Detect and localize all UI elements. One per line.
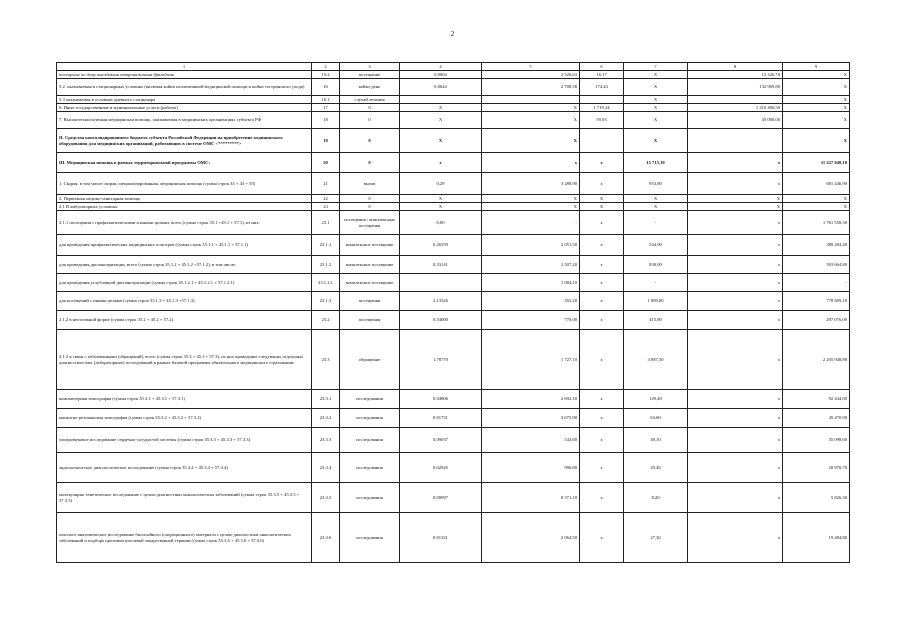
norm-volume-cell: X <box>400 195 482 203</box>
table-row <box>57 71 850 79</box>
budget-per-capita-cell <box>580 129 624 153</box>
table-row <box>57 203 850 211</box>
table-body <box>57 71 850 563</box>
budget-sum-cell: x <box>688 311 783 330</box>
norm-volume-cell: 0,00 <box>400 211 482 235</box>
row-name-cell: 2.1 В амбулаторных условиях: <box>57 203 312 211</box>
oms-per-capita-cell: X <box>624 203 688 211</box>
column-number-cell: 5 <box>482 63 580 71</box>
norm-cost-cell: 2 692,10 <box>482 390 580 409</box>
table-row <box>57 112 850 129</box>
row-name-cell: 2.1.1 посещения с профилактическими и иными целями, всего (сумма строк 35.1 +45.1 + 57.1), из них: <box>57 211 312 235</box>
unit-cell: исследования <box>340 453 400 483</box>
oms-per-capita-cell: 49,10 <box>624 428 688 453</box>
row-number-cell: 23.1 <box>312 211 340 235</box>
budget-sum-cell: x <box>688 173 783 195</box>
norm-cost-cell: 8 371,10 <box>482 483 580 513</box>
row-number-cell: 23.3.6 <box>312 513 340 563</box>
budget-sum-cell: x <box>688 483 783 513</box>
row-number-cell: 19 <box>312 129 340 153</box>
oms-per-capita-cell: 27,30 <box>624 513 688 563</box>
row-name-cell: магнитно-резонансная томография (сумма строк 35.3.2 + 45.3.2 + 57.3.2) <box>57 409 312 428</box>
table-row <box>57 428 850 453</box>
row-number-cell: 18 <box>312 112 340 129</box>
norm-volume-cell <box>400 274 482 292</box>
column-number-cell: 6 <box>580 63 624 71</box>
row-name-cell: III. Медицинская помощь в рамках территориальной программы ОМС: <box>57 153 312 173</box>
unit-cell: исследования <box>340 428 400 453</box>
oms-per-capita-cell: 129,40 <box>624 390 688 409</box>
norm-volume-cell: 0,26559 <box>400 235 482 256</box>
row-name-cell: II. Средства консолидированного бюджета субъекта Российской Федерации на приобретение медицинского оборудования для медицинских организаций, работающих в системе ОМС <*********> <box>57 129 312 153</box>
unit-cell: посещения <box>340 311 400 330</box>
column-number-row <box>57 63 850 71</box>
budget-per-capita-cell: x <box>580 483 624 513</box>
row-number-cell: 23.2 <box>312 311 340 330</box>
table-row <box>57 390 850 409</box>
budget-sum-cell: x <box>688 428 783 453</box>
page-number: 2 <box>450 30 455 38</box>
row-number-cell: 15.2 <box>312 71 340 79</box>
budget-sum-cell: x <box>688 330 783 390</box>
budget-sum-cell: x <box>688 292 783 311</box>
oms-sum-cell: 681 446,90 <box>783 173 850 195</box>
oms-per-capita-cell: 3 087,50 <box>624 330 688 390</box>
oms-sum-cell: X <box>783 71 850 79</box>
oms-sum-cell: 593 664,80 <box>783 256 850 274</box>
column-number-cell: 2 <box>312 63 340 71</box>
budget-per-capita-cell: x <box>580 409 624 428</box>
row-name-cell: молекулярно-генетическое исследование с целью диагностики онкологических заболеваний (сумма строк 35.3.5 + 45.3.5 + 57.3.5) <box>57 483 312 513</box>
budget-sum-cell <box>688 129 783 153</box>
oms-per-capita-cell: X <box>624 195 688 203</box>
row-number-cell: 22 <box>312 195 340 203</box>
oms-per-capita-cell: X <box>624 96 688 104</box>
table-row <box>57 330 850 390</box>
row-name-cell: 7. Высокотехнологичная медицинская помощь, оказываемая в медицинских организациях субъекта РФ <box>57 112 312 129</box>
row-number-cell: 16 <box>312 79 340 96</box>
oms-sum-cell: 35 098,60 <box>783 428 850 453</box>
oms-sum-cell: 92 444,00 <box>783 390 850 409</box>
column-number-cell: 3 <box>340 63 400 71</box>
budget-sum-cell: x <box>688 453 783 483</box>
unit-cell: вызов <box>340 173 400 195</box>
table-row <box>57 292 850 311</box>
budget-per-capita-cell: X <box>580 203 624 211</box>
row-name-cell: 5.3 оказываемая в условиях дневного стационара <box>57 96 312 104</box>
oms-sum-cell: 20 970,70 <box>783 453 850 483</box>
unit-cell: 0 <box>340 129 400 153</box>
oms-per-capita-cell: - <box>624 274 688 292</box>
column-number-cell: 1 <box>57 63 312 71</box>
budget-per-capita-cell: X <box>580 195 624 203</box>
row-name-cell: для проведения профилактических медицинских осмотров (сумма строк 35.1.1 + 45.1.1 + 57.1.1) <box>57 235 312 256</box>
norm-cost-cell: 1 727,10 <box>482 330 580 390</box>
norm-volume-cell <box>400 96 482 104</box>
norm-volume-cell: 0,04806 <box>400 390 482 409</box>
row-name-cell: посещение по дому выездными патронажными бригадами <box>57 71 312 79</box>
unit-cell: комплексное посещение <box>340 256 400 274</box>
row-number-cell: 23.3.2 <box>312 409 340 428</box>
unit-cell: 0 <box>340 203 400 211</box>
row-number-cell: 23.3.1 <box>312 390 340 409</box>
row-name-cell: для проведения углубленной диспансеризации (сумма строк 35.1.2.1 + 45.1.2.1 + 57.1.2.1) <box>57 274 312 292</box>
oms-per-capita-cell: 1 089,80 <box>624 292 688 311</box>
oms-per-capita-cell: 63,60 <box>624 409 688 428</box>
budget-sum-cell: 12 326,70 <box>688 71 783 79</box>
oms-per-capita-cell: X <box>624 129 688 153</box>
financing-table <box>56 62 850 563</box>
unit-cell: 0 <box>340 153 400 173</box>
budget-per-capita-cell <box>580 96 624 104</box>
table-row <box>57 483 850 513</box>
norm-volume-cell: 2,13326 <box>400 292 482 311</box>
row-name-cell: ультразвуковое исследование сердечно-сосудистой системы (сумма строк 35.3.3 + 45.3.3 + 57.3.3) <box>57 428 312 453</box>
table-row <box>57 211 850 235</box>
oms-per-capita-cell: 830,90 <box>624 256 688 274</box>
unit-cell: исследования <box>340 390 400 409</box>
budget-per-capita-cell: x <box>580 311 624 330</box>
norm-cost-cell <box>482 96 580 104</box>
oms-sum-cell: X <box>783 195 850 203</box>
norm-volume-cell: 0,01731 <box>400 409 482 428</box>
budget-sum-cell: x <box>688 153 783 173</box>
budget-sum-cell: X <box>688 203 783 211</box>
budget-sum-cell: 1 310 496,50 <box>688 104 783 112</box>
table-row <box>57 311 850 330</box>
oms-sum-cell: 778 609,10 <box>783 292 850 311</box>
norm-cost-cell: X <box>482 203 580 211</box>
table-row <box>57 195 850 203</box>
budget-sum-cell: x <box>688 274 783 292</box>
row-name-cell: для проведения диспансеризации, всего (сумма строк 35.1.2 + 45.1.2 +57.1.2), в том числе: <box>57 256 312 274</box>
norm-cost-cell: 2 064,50 <box>482 513 580 563</box>
norm-cost-cell: 770,00 <box>482 311 580 330</box>
table-row <box>57 453 850 483</box>
norm-volume-cell: X <box>400 203 482 211</box>
oms-sum-cell: 2 205 948,80 <box>783 330 850 390</box>
oms-sum-cell: X <box>783 104 850 112</box>
norm-cost-cell: 2 507,20 <box>482 256 580 274</box>
oms-per-capita-cell: X <box>624 104 688 112</box>
budget-per-capita-cell: x <box>580 428 624 453</box>
budget-sum-cell: x <box>688 513 783 563</box>
norm-cost-cell: 2 526,63 <box>482 71 580 79</box>
oms-sum-cell: 45 470,90 <box>783 409 850 428</box>
table-row <box>57 104 850 112</box>
row-number-cell: 23.3 <box>312 330 340 390</box>
row-name-cell: компьютерная томография (сумма строк 35.3.1 + 45.3.1 + 57.3.1) <box>57 390 312 409</box>
budget-sum-cell: x <box>688 390 783 409</box>
row-name-cell: 2.1.2 в неотложной форме (сумма строк 35.2 + 45.2 + 57.2) <box>57 311 312 330</box>
oms-sum-cell: X <box>783 79 850 96</box>
row-name-cell: патолого-анатомическое исследование биопсийного (операционного) материала с целью диагностики онкологических заболеваний и подбора противоопухолевой лекарственной терапии (сумма строк 35.3.6 + 45.3.6 + 57.3.6) <box>57 513 312 563</box>
row-name-cell: 2. Первичная медико-санитарная помощь <box>57 195 312 203</box>
oms-per-capita-cell: 415,80 <box>624 311 688 330</box>
oms-per-capita-cell: X <box>624 112 688 129</box>
norm-volume-cell: 0,09037 <box>400 428 482 453</box>
row-name-cell: 2.1.3 в связи с заболеваниями (обращений), всего (сумма строк 35.3 + 45.3 + 57.3), из них проведение следующих отдельных диагностических (лабораторных) исследований в рамках базовой программы обязательного медицинского страхования: <box>57 330 312 390</box>
budget-per-capita-cell: x <box>580 453 624 483</box>
budget-sum-cell: x <box>688 235 783 256</box>
row-number-cell: 23.3.5 <box>312 483 340 513</box>
norm-cost-cell: X <box>482 129 580 153</box>
norm-cost-cell: X <box>482 112 580 129</box>
unit-cell: посещение <box>340 71 400 79</box>
unit-cell: обращение <box>340 330 400 390</box>
budget-sum-cell <box>688 96 783 104</box>
norm-volume-cell: 0,29 <box>400 173 482 195</box>
row-name-cell: 1. Скорая, в том числе скорая специализированная, медицинская помощь (сумма строк 33 + 43 + 55) <box>57 173 312 195</box>
table-row <box>57 256 850 274</box>
norm-volume-cell: 0,02945 <box>400 453 482 483</box>
norm-volume-cell: 0,01321 <box>400 513 482 563</box>
table-row <box>57 153 850 173</box>
oms-sum-cell: - <box>783 274 850 292</box>
norm-cost-cell: X <box>482 104 580 112</box>
budget-per-capita-cell: x <box>580 330 624 390</box>
oms-per-capita-cell: - <box>624 211 688 235</box>
row-number-cell: 20 <box>312 153 340 173</box>
oms-sum-cell: X <box>783 203 850 211</box>
oms-per-capita-cell: 953,80 <box>624 173 688 195</box>
unit-cell: посещения <box>340 292 400 311</box>
table-row <box>57 96 850 104</box>
norm-volume-cell: X <box>400 129 482 153</box>
norm-volume-cell: 0,54000 <box>400 311 482 330</box>
oms-per-capita-cell: 8,20 <box>624 483 688 513</box>
unit-cell: комплексное посещение <box>340 235 400 256</box>
budget-per-capita-cell: x <box>580 235 624 256</box>
budget-per-capita-cell: x <box>580 173 624 195</box>
table-row <box>57 235 850 256</box>
norm-volume-cell: 0,0064 <box>400 71 482 79</box>
oms-sum-cell: X <box>783 96 850 104</box>
norm-cost-cell: 1 084,10 <box>482 274 580 292</box>
row-name-cell: для посещений с иными целями (сумма строк 35.1.3 + 45.1.3 +57.1.3) <box>57 292 312 311</box>
row-number-cell: 21 <box>312 173 340 195</box>
oms-sum-cell: X <box>783 129 850 153</box>
budget-per-capita-cell: x <box>580 292 624 311</box>
norm-volume-cell: 1,78770 <box>400 330 482 390</box>
table-row <box>57 173 850 195</box>
budget-sum-cell: x <box>688 409 783 428</box>
budget-per-capita-cell: 1 719,14 <box>580 104 624 112</box>
budget-per-capita-cell: x <box>580 211 624 235</box>
unit-cell: койко-день <box>340 79 400 96</box>
norm-volume-cell: X <box>400 112 482 129</box>
column-number-cell: 8 <box>688 63 783 71</box>
table-row <box>57 274 850 292</box>
budget-sum-cell: X <box>688 195 783 203</box>
budget-per-capita-cell: x <box>580 256 624 274</box>
oms-sum-cell: 389 284,40 <box>783 235 850 256</box>
oms-sum-cell: 19 484,80 <box>783 513 850 563</box>
oms-sum-cell: X <box>783 112 850 129</box>
oms-per-capita-cell: X <box>624 79 688 96</box>
budget-per-capita-cell: 59,03 <box>580 112 624 129</box>
budget-per-capita-cell: 174,43 <box>580 79 624 96</box>
norm-cost-cell: 355,20 <box>482 292 580 311</box>
oms-sum-cell: 5 826,30 <box>783 483 850 513</box>
table-row <box>57 513 850 563</box>
oms-per-capita-cell: 29,40 <box>624 453 688 483</box>
oms-sum-cell: 11 227 948,10 <box>783 153 850 173</box>
oms-per-capita-cell: 15 715,10 <box>624 153 688 173</box>
budget-per-capita-cell: x <box>580 513 624 563</box>
norm-cost-cell: 3 675,90 <box>482 409 580 428</box>
budget-per-capita-cell: x <box>580 390 624 409</box>
unit-cell: 0 <box>340 104 400 112</box>
budget-sum-cell: 45 000,00 <box>688 112 783 129</box>
row-number-cell: 23.3.3 <box>312 428 340 453</box>
norm-cost-cell: 996,80 <box>482 453 580 483</box>
unit-cell: случай лечения <box>340 96 400 104</box>
row-number-cell: 17 <box>312 104 340 112</box>
row-number-cell: 23.1.2.1 <box>312 274 340 292</box>
unit-cell: 0 <box>340 112 400 129</box>
norm-cost-cell: - <box>482 211 580 235</box>
norm-volume-cell: 0,00097 <box>400 483 482 513</box>
budget-per-capita-cell: 16,17 <box>580 71 624 79</box>
row-number-cell: 23.1.1 <box>312 235 340 256</box>
column-number-cell: 7 <box>624 63 688 71</box>
budget-per-capita-cell: x <box>580 274 624 292</box>
norm-volume-cell: x <box>400 153 482 173</box>
table-row <box>57 79 850 96</box>
unit-cell: комплексное посещение <box>340 274 400 292</box>
row-number-cell: 23.3.4 <box>312 453 340 483</box>
column-number-cell: 4 <box>400 63 482 71</box>
budget-sum-cell: x <box>688 256 783 274</box>
budget-sum-cell: 132 969,80 <box>688 79 783 96</box>
column-number-cell: 9 <box>783 63 850 71</box>
norm-cost-cell: 2 051,50 <box>482 235 580 256</box>
unit-cell: исследования <box>340 409 400 428</box>
table-row <box>57 409 850 428</box>
table-row <box>57 129 850 153</box>
row-number-cell: 16.1 <box>312 96 340 104</box>
oms-per-capita-cell: X <box>624 71 688 79</box>
oms-sum-cell: 297 076,00 <box>783 311 850 330</box>
budget-sum-cell: x <box>688 211 783 235</box>
norm-cost-cell: 543,60 <box>482 428 580 453</box>
oms-sum-cell: 1 761 558,30 <box>783 211 850 235</box>
norm-cost-cell: x <box>482 153 580 173</box>
row-name-cell: 5.2. оказываемая в стационарных условиях (включая койки паллиативной медицинской помощи и койки сестринского ухода) <box>57 79 312 96</box>
norm-cost-cell: 2 708,58 <box>482 79 580 96</box>
row-number-cell: 23.1.3 <box>312 292 340 311</box>
norm-cost-cell: X <box>482 195 580 203</box>
row-name-cell: 6. Иные государственные и муниципальные услуги (работы) <box>57 104 312 112</box>
norm-cost-cell: 3 288,90 <box>482 173 580 195</box>
norm-volume-cell: X <box>400 104 482 112</box>
row-number-cell: 23.1.2 <box>312 256 340 274</box>
unit-cell: посещения / комплексные посещения <box>340 211 400 235</box>
unit-cell: исследования <box>340 513 400 563</box>
unit-cell: 0 <box>340 195 400 203</box>
oms-per-capita-cell: 544,90 <box>624 235 688 256</box>
row-number-cell: 23 <box>312 203 340 211</box>
unit-cell: исследования <box>340 483 400 513</box>
norm-volume-cell: 0,33141 <box>400 256 482 274</box>
row-name-cell: эндоскопическое диагностическое исследование (сумма строк 35.3.4 + 45.3.4 + 57.3.4) <box>57 453 312 483</box>
norm-volume-cell: 0,0644 <box>400 79 482 96</box>
budget-per-capita-cell: x <box>580 153 624 173</box>
